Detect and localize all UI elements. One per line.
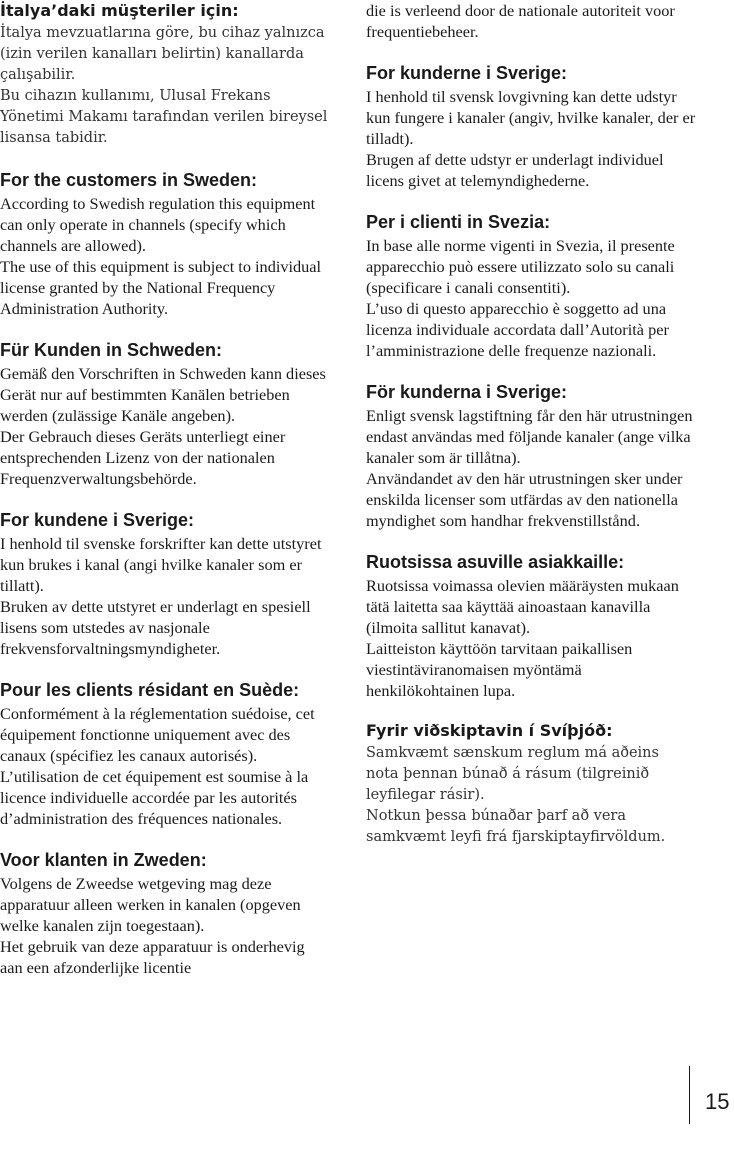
right-column xyxy=(366,0,696,848)
section-heading: Ruotsissa asuville asiakkaille: xyxy=(366,552,625,572)
left-column xyxy=(0,0,330,978)
page-number: 15 xyxy=(705,1089,730,1114)
section-italy-turkish xyxy=(0,0,330,149)
section-paragraph: İtalya mevzuatlarına göre, bu cihaz yalnızca (izin verilen kanalları belirtin) kanallarda çalışabilir. xyxy=(0,25,325,83)
section-paragraph: Ruotsissa voimassa olevien määräysten mukaan tätä laitetta saa käyttää ainoastaan kanavilla (ilmoita sallitut kanavat). xyxy=(366,576,679,637)
section-sweden-french xyxy=(0,678,330,829)
section-sweden-finnish xyxy=(366,550,696,701)
section-paragraph: Der Gebrauch dieses Geräts unterliegt einer entsprechenden Lizenz von der nationalen Frequenzverwaltungsbehörde. xyxy=(0,427,286,488)
section-paragraph: Het gebruik van deze apparatuur is onderhevig aan een afzonderlijke licentie xyxy=(0,937,305,977)
section-paragraph: Bu cihazın kullanımı, Ulusal Frekans Yönetimi Makamı tarafından verilen bireysel lisansa tabidir. xyxy=(0,88,328,146)
section-sweden-english xyxy=(0,168,330,319)
section-paragraph: Enligt svensk lagstiftning får den här utrustningen endast användas med följande kanaler (ange vilka kanaler som är tillåtna). xyxy=(366,406,693,467)
section-paragraph: According to Swedish regulation this equipment can only operate in channels (specify which channels are allowed). xyxy=(0,194,316,255)
section-heading: Voor klanten in Zweden: xyxy=(0,850,207,870)
section-paragraph: Volgens de Zweedse wetgeving mag deze apparatuur alleen werken in kanalen (opgeven welke kanalen zijn toegestaan). xyxy=(0,874,301,935)
section-heading: For kunderne i Sverige: xyxy=(366,63,568,83)
section-paragraph: The use of this equipment is subject to individual license granted by the National Frequency Administration Authority. xyxy=(0,257,322,318)
section-sweden-icelandic xyxy=(366,720,696,848)
section-paragraph: Brugen af dette udstyr er underlagt individuel licens givet at telemyndighederne. xyxy=(366,150,664,190)
section-paragraph: Samkvæmt sænskum reglum má aðeins nota þennan búnað á rásum (tilgreinið leyfilegar rásir). xyxy=(366,745,659,803)
section-paragraph: Laitteiston käyttöön tarvitaan paikallisen viestintäviranomaisen myöntämä henkilökohtainen lupa. xyxy=(366,639,633,700)
section-heading: İtalya’daki müşteriler için: xyxy=(0,1,239,20)
section-sweden-german xyxy=(0,338,330,489)
section-heading: Per i clienti in Svezia: xyxy=(366,212,551,232)
section-paragraph: Bruken av dette utstyret er underlagt en spesiell lisens som utstedes av nasjonale frekvensforvaltningsmyndigheter. xyxy=(0,597,311,658)
section-paragraph: Notkun þessa búnaðar þarf að vera samkvæmt leyfi frá fjarskiptayfirvöldum. xyxy=(366,808,666,845)
section-paragraph: Användandet av den här utrustningen sker under enskilda licenser som utfärdas av den nationella myndighet som handhar frekvenstillstånd. xyxy=(366,469,683,530)
section-paragraph: L’uso di questo apparecchio è soggetto ad una licenza individuale accordata dall’Autorità per l’amministrazione delle frequenze nazionali. xyxy=(366,299,669,360)
section-sweden-danish xyxy=(366,61,696,191)
page-number-rule xyxy=(689,1066,690,1124)
section-paragraph: Gemäß den Vorschriften in Schweden kann dieses Gerät nur auf bestimmten Kanälen betrieben werden (zulässige Kanäle angeben). xyxy=(0,364,326,425)
section-heading: För kunderna i Sverige: xyxy=(366,382,568,402)
section-paragraph: I henhold til svenske forskrifter kan dette utstyret kun brukes i kanal (angi hvilke kanaler som er tillatt). xyxy=(0,534,322,595)
section-heading: Pour les clients résidant en Suède: xyxy=(0,680,300,700)
continued-paragraph: die is verleend door de nationale autoriteit voor frequentiebeheer. xyxy=(366,1,675,41)
section-sweden-dutch xyxy=(0,848,330,978)
section-sweden-swedish xyxy=(366,380,696,531)
section-heading: For the customers in Sweden: xyxy=(0,170,258,190)
section-heading: For kundene i Sverige: xyxy=(0,510,195,530)
section-sweden-norwegian xyxy=(0,508,330,659)
section-sweden-italian xyxy=(366,210,696,361)
section-heading: Für Kunden in Schweden: xyxy=(0,340,223,360)
section-heading: Fyrir viðskiptavin í Svíþjóð: xyxy=(366,721,613,740)
section-paragraph: L’utilisation de cet équipement est soumise à la licence individuelle accordée par les autorités d’administration des fréquences nationales. xyxy=(0,767,309,828)
section-paragraph: In base alle norme vigenti in Svezia, il presente apparecchio può essere utilizzato solo su canali (specificare i canali consentiti). xyxy=(366,236,675,297)
section-paragraph: I henhold til svensk lovgivning kan dette udstyr kun fungere i kanaler (angiv, hvilke kanaler, der er tilladt). xyxy=(366,87,696,148)
section-paragraph: Conformément à la réglementation suédoise, cet équipement fonctionne uniquement avec des canaux (spécifiez les canaux autorisés). xyxy=(0,704,315,765)
